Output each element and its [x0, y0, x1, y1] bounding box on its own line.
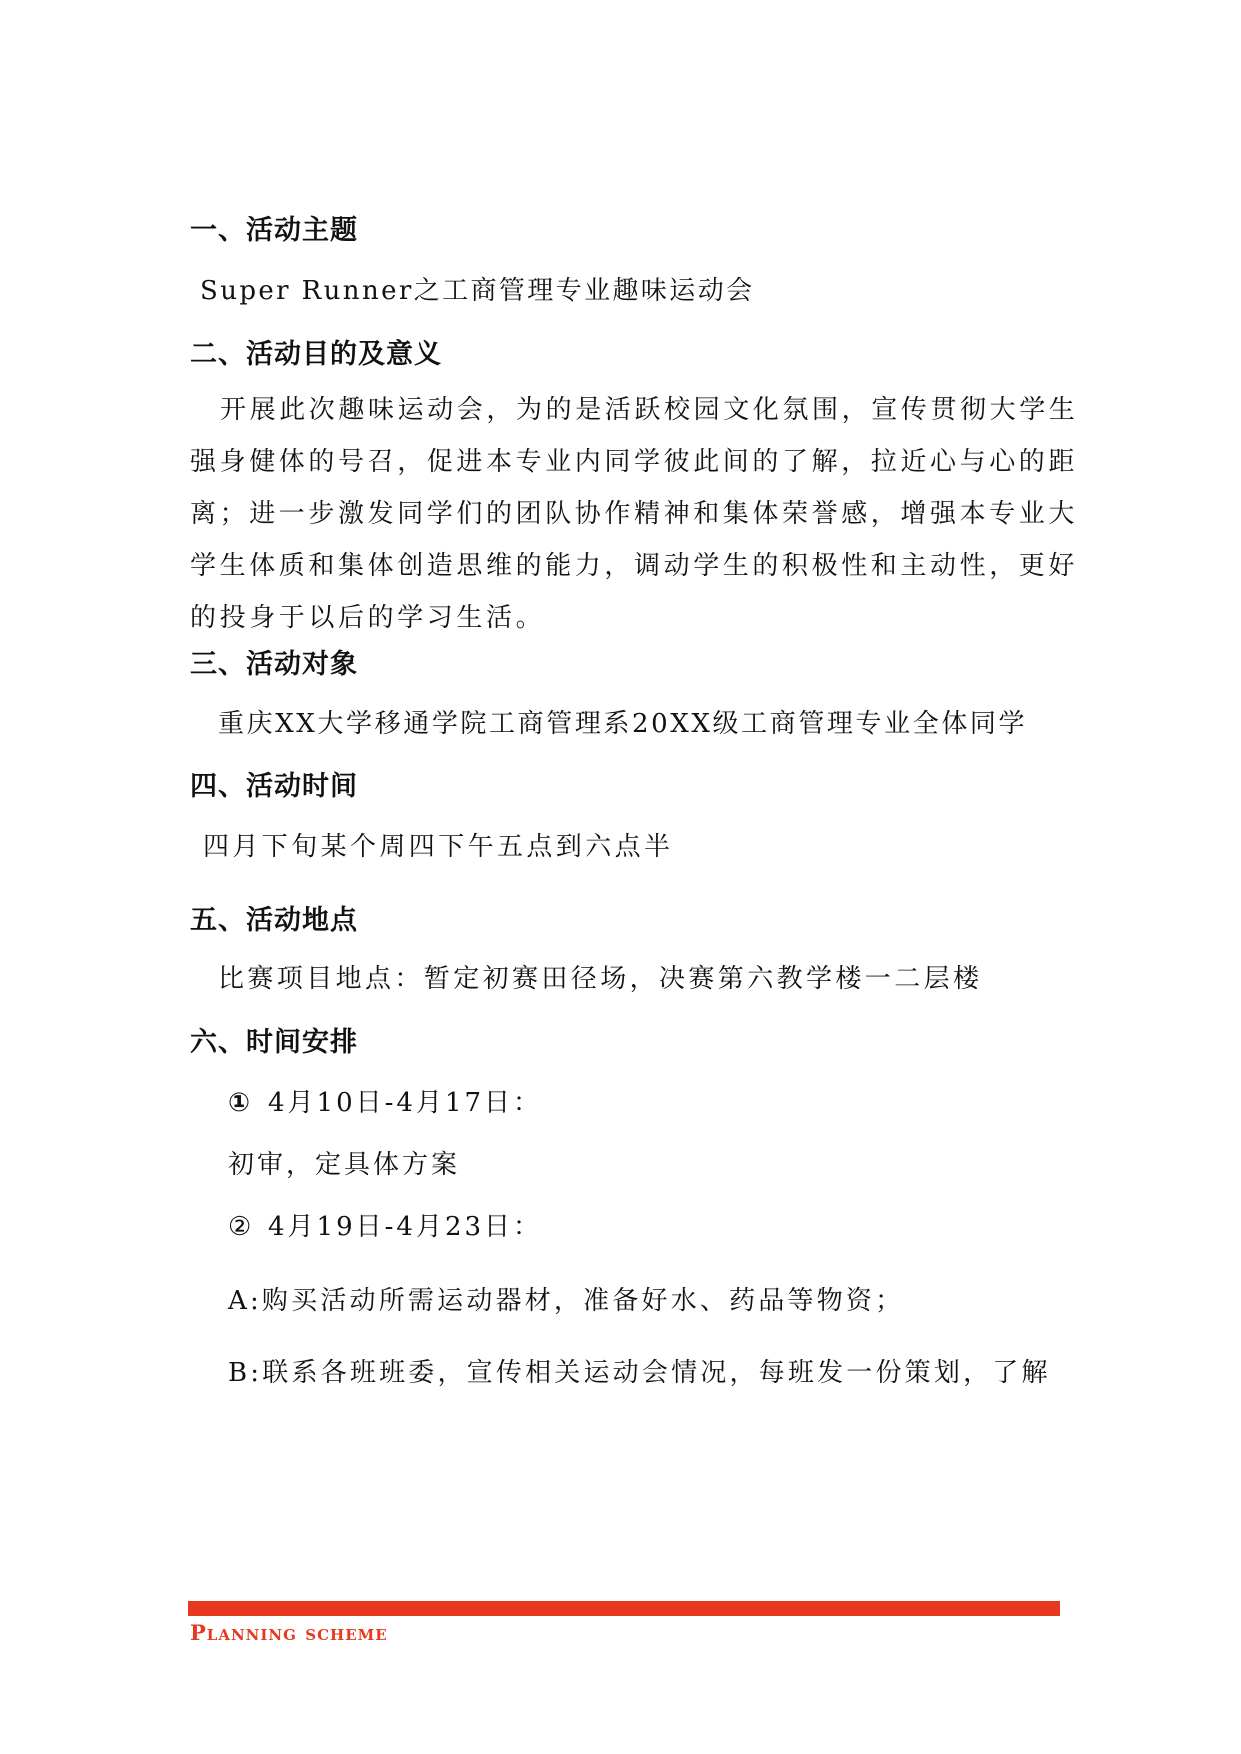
paragraph-line: 开展此次趣味运动会，为的是活跃校园文化氛围，宣传贯彻大学生	[220, 395, 1079, 425]
step-number: ①	[228, 1088, 254, 1118]
schedule-step-1	[228, 1082, 542, 1119]
schedule-step-2-detail-a: A:购买活动所需运动器材，准备好水、药品等物资；	[228, 1286, 905, 1316]
step-number: ②	[228, 1212, 255, 1242]
section-body-purpose	[190, 384, 1079, 644]
section-heading-schedule: 六、时间安排	[190, 1027, 358, 1058]
step-date: 4月10日-4月17日：	[268, 1088, 543, 1118]
paragraph-line: 强身健体的号召，促进本专业内同学彼此间的了解，拉近心与心的距	[190, 447, 1079, 477]
section-body-location: 比赛项目地点：暂定初赛田径场，决赛第六教学楼一二层楼	[218, 964, 983, 994]
section-body-time: 四月下旬某个周四下午五点到六点半	[203, 832, 674, 862]
paragraph-line: 的投身于以后的学习生活。	[190, 603, 546, 633]
paragraph-line: 学生体质和集体创造思维的能力，调动学生的积极性和主动性，更好	[190, 551, 1079, 581]
section-heading-location: 五、活动地点	[190, 905, 358, 936]
section-heading-audience: 三、活动对象	[190, 649, 358, 680]
footer-label: Planning scheme	[190, 1620, 388, 1645]
schedule-step-2	[228, 1206, 542, 1243]
schedule-step-1-detail: 初审，定具体方案	[228, 1150, 461, 1180]
section-heading-theme: 一、活动主题	[190, 215, 358, 246]
schedule-step-2-detail-b: B:联系各班班委，宣传相关运动会情况，每班发一份策划，了解	[228, 1358, 1051, 1388]
section-body-theme: Super Runner之工商管理专业趣味运动会	[200, 276, 755, 306]
section-body-audience: 重庆XX大学移通学院工商管理系20XX级工商管理专业全体同学	[218, 709, 1028, 739]
section-heading-time: 四、活动时间	[190, 771, 358, 802]
footer-accent-bar	[188, 1601, 1060, 1616]
paragraph-line: 离；进一步激发同学们的团队协作精神和集体荣誉感，增强本专业大	[190, 499, 1079, 529]
step-date: 4月19日-4月23日：	[268, 1212, 543, 1242]
section-heading-purpose: 二、活动目的及意义	[190, 339, 442, 370]
